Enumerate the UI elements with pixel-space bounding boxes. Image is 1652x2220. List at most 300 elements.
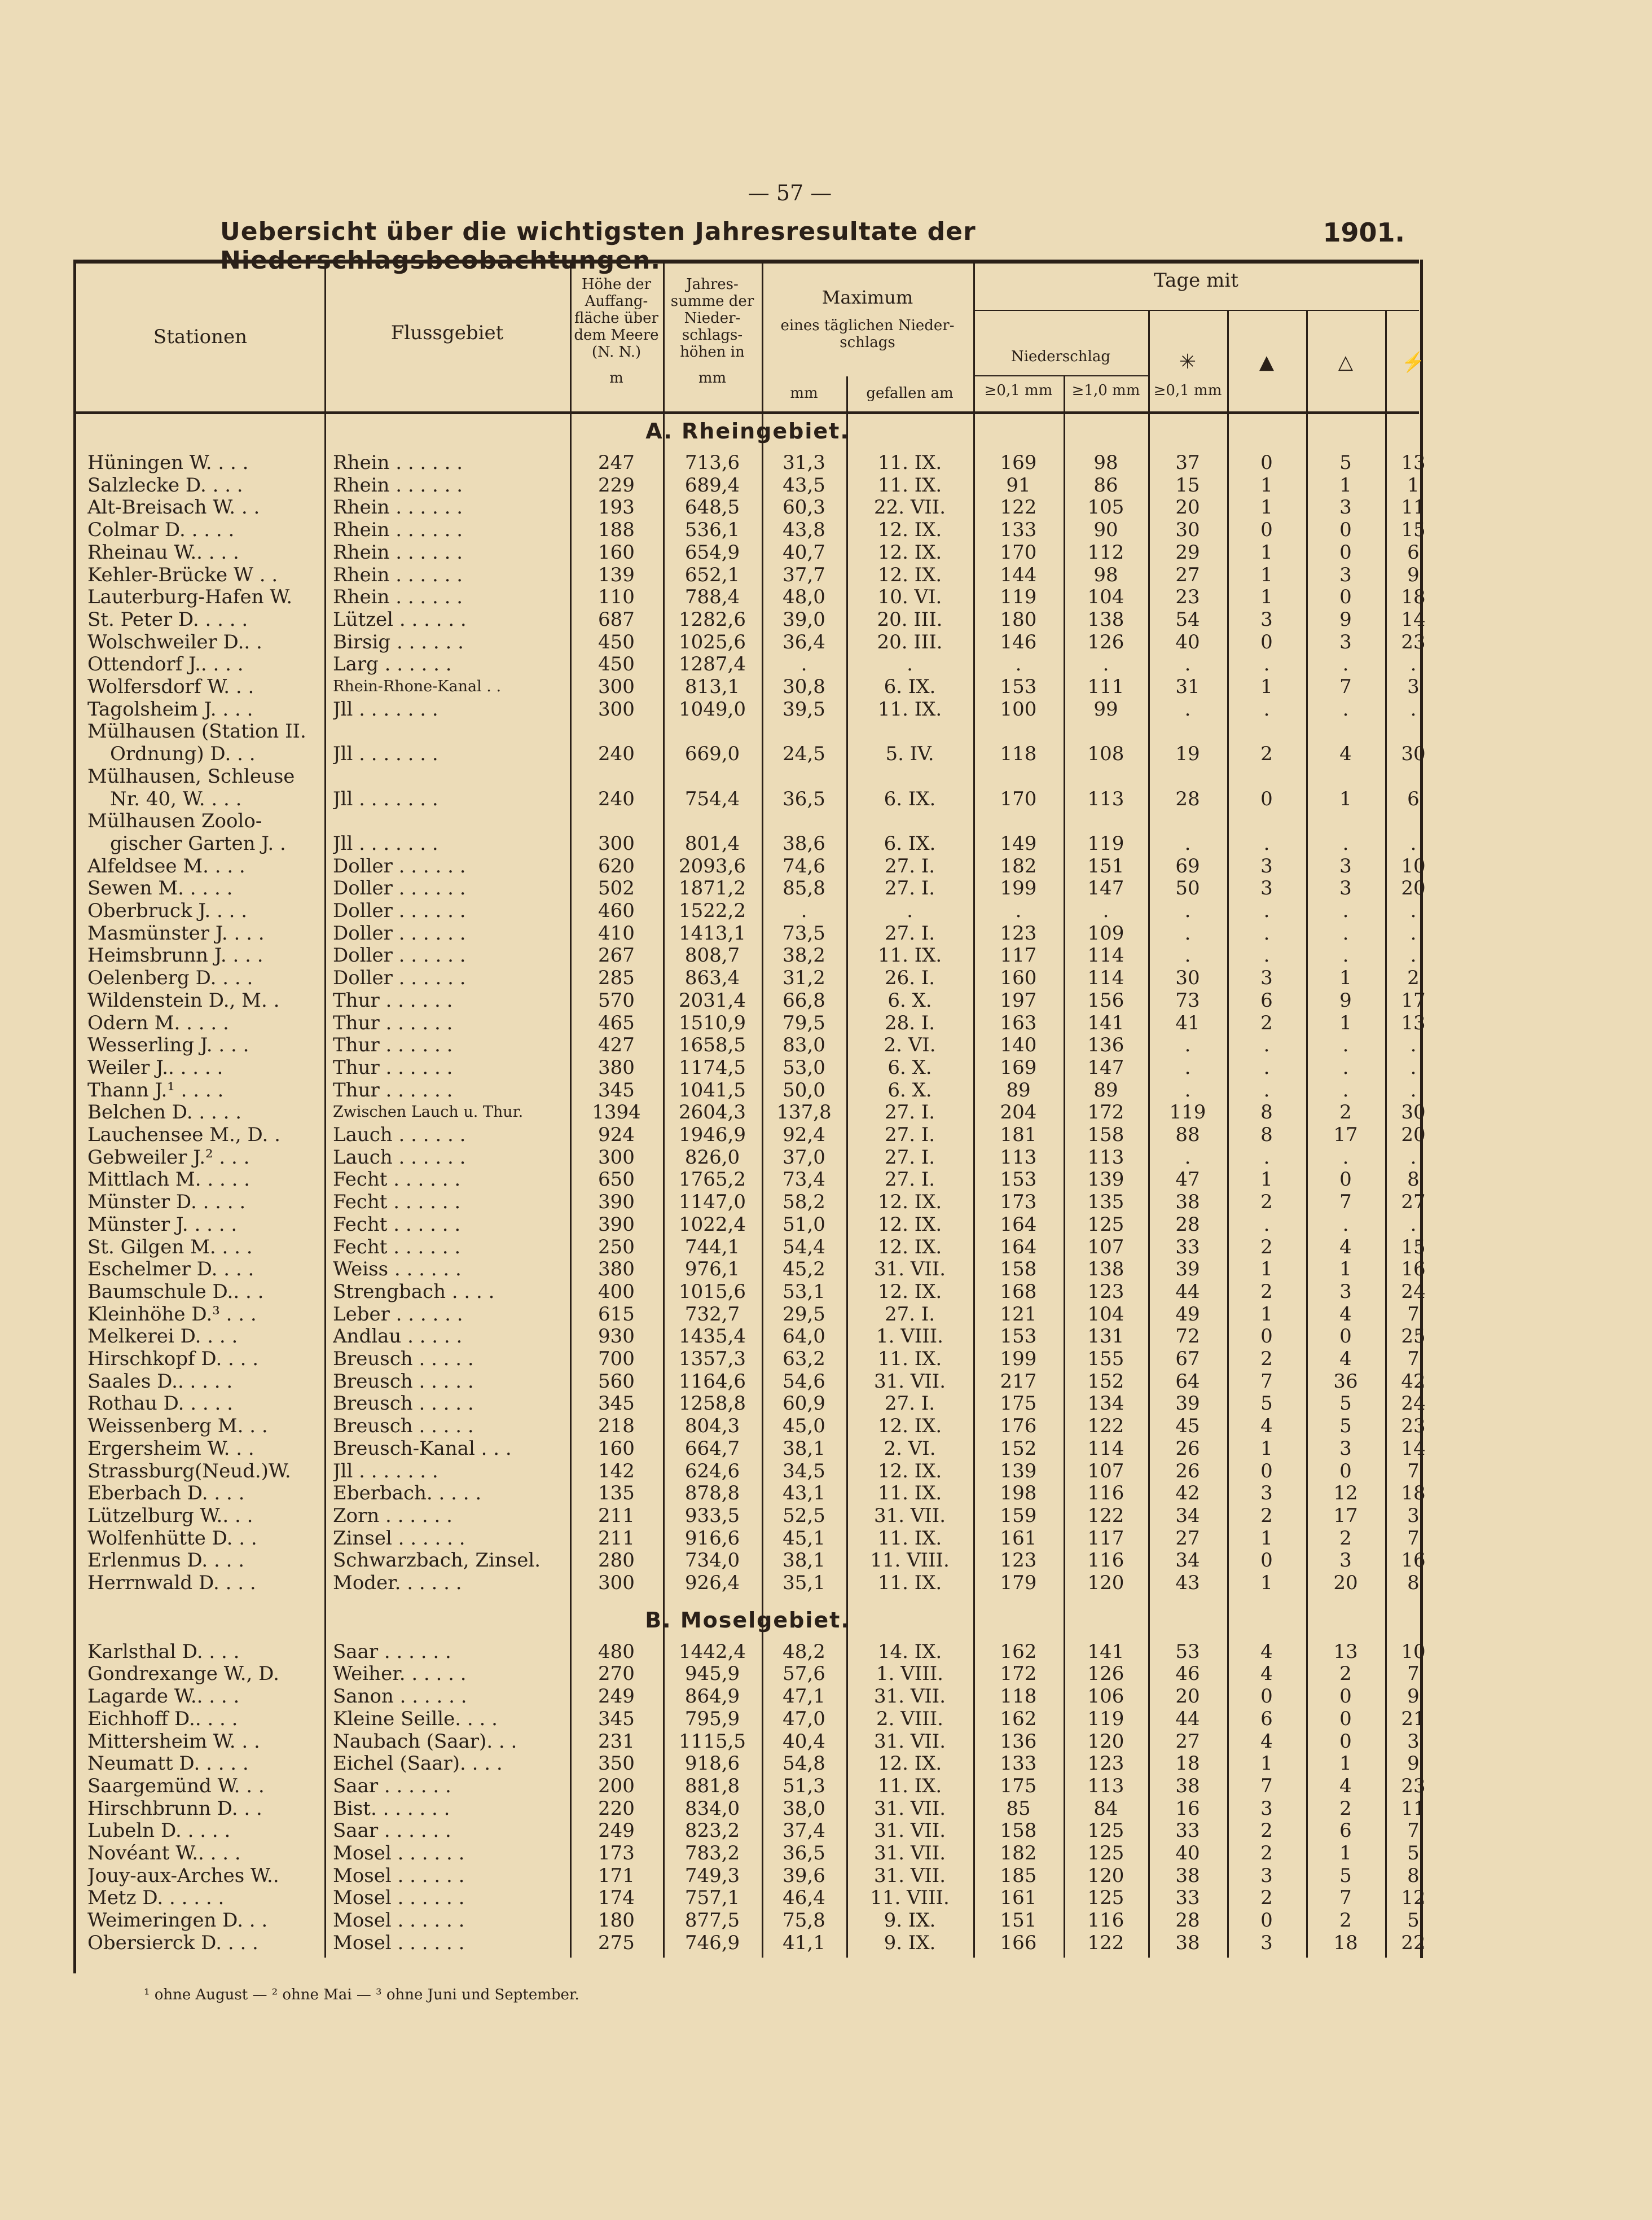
days-ge10-value: 116 xyxy=(1087,1482,1124,1505)
days-ge10-value: 122 xyxy=(1087,1931,1124,1954)
days-ge01-value: 152 xyxy=(1000,1437,1037,1460)
days-hail-value: 5 xyxy=(1260,1392,1273,1415)
days-thunder-value: 10 xyxy=(1401,854,1426,878)
days-snow-value: . xyxy=(1184,832,1191,855)
max-mm-value: 51,0 xyxy=(783,1213,825,1236)
station-name-line: Mülhausen (Station II. xyxy=(87,720,306,743)
days-snow-value: 42 xyxy=(1175,1482,1200,1505)
max-date-value: 2. VIII. xyxy=(876,1707,943,1730)
station-name: Weiler J.. . . . . xyxy=(87,1056,223,1079)
days-ge01-value: 198 xyxy=(1000,1482,1037,1505)
table-row xyxy=(76,1774,1426,1797)
annual-sum-value: 1357,3 xyxy=(679,1348,746,1370)
river-basin: Lauch . . . . . . xyxy=(333,1146,466,1169)
river-basin: Saar . . . . . . xyxy=(333,1640,451,1663)
max-date-value: 31. VII. xyxy=(873,1504,946,1527)
days-thunder-value: 16 xyxy=(1401,1258,1426,1281)
graupel-icon: △ xyxy=(1338,351,1354,374)
days-snow-value: 33 xyxy=(1175,1235,1200,1258)
height-value: 285 xyxy=(598,967,635,990)
annual-sum-value: 864,9 xyxy=(684,1685,740,1708)
max-date-value: 9. IX. xyxy=(884,1931,936,1954)
header-flussgebiet: Flussgebiet xyxy=(390,322,504,344)
annual-sum-value: 881,8 xyxy=(684,1774,740,1797)
river-basin: Doller . . . . . . xyxy=(333,877,466,900)
max-mm-value: 73,5 xyxy=(783,922,825,945)
days-thunder-value: 7 xyxy=(1407,1459,1420,1482)
days-thunder-value: 11 xyxy=(1401,1797,1426,1820)
station-name: Baumschule D.. . . xyxy=(87,1280,264,1303)
annual-sum-value: 863,4 xyxy=(684,967,740,990)
height-value: 410 xyxy=(598,922,635,945)
station-name-line: Nr. 40, W. . . . xyxy=(110,787,242,810)
station-name: Lauchensee M., D. . xyxy=(87,1124,280,1146)
days-snow-value: 34 xyxy=(1175,1549,1200,1572)
days-hail-value: . xyxy=(1263,1056,1270,1079)
height-value: 139 xyxy=(598,563,635,586)
days-ge01-value: 162 xyxy=(1000,1707,1037,1730)
days-snow-value: 26 xyxy=(1175,1437,1200,1460)
station-name: Odern M. . . . . xyxy=(87,1011,229,1034)
max-date-value: 31. VII. xyxy=(873,1797,946,1820)
days-hail-value: 8 xyxy=(1260,1124,1273,1146)
max-date-value: . xyxy=(907,900,913,922)
days-ge01-value: 185 xyxy=(1000,1864,1037,1887)
river-basin: Jll . . . . . . . xyxy=(333,1459,438,1482)
days-ge01-value: 123 xyxy=(1000,1549,1037,1572)
station-name xyxy=(87,810,322,855)
days-ge01-value: 151 xyxy=(1000,1909,1037,1932)
annual-sum-value: 1522,2 xyxy=(679,900,746,922)
days-ge01-value: 166 xyxy=(1000,1931,1037,1954)
days-graupel-value: 4 xyxy=(1339,1302,1352,1326)
max-date-value: 20. III. xyxy=(877,608,943,631)
days-snow-value: 27 xyxy=(1175,1730,1200,1753)
header-summe-line: Jahres- xyxy=(686,276,739,293)
station-name: Erlenmus D. . . . xyxy=(87,1549,245,1572)
page-year: 1901. xyxy=(1323,217,1405,248)
days-snow-value: 34 xyxy=(1175,1504,1200,1527)
max-mm-value: 47,1 xyxy=(783,1685,825,1708)
days-thunder-value: 15 xyxy=(1401,519,1426,542)
hail-icon: ▲ xyxy=(1259,351,1275,374)
station-name: Melkerei D. . . . xyxy=(87,1325,238,1348)
days-thunder-value: 7 xyxy=(1407,1819,1420,1842)
annual-sum-value: 1258,8 xyxy=(679,1392,746,1415)
days-snow-value: 67 xyxy=(1175,1348,1200,1370)
days-ge01-value: 133 xyxy=(1000,1752,1037,1775)
days-ge10-value: 104 xyxy=(1087,586,1124,609)
days-ge01-value: 199 xyxy=(1000,1348,1037,1370)
days-snow-value: 73 xyxy=(1175,989,1200,1012)
max-mm-value: 83,0 xyxy=(783,1034,825,1057)
days-snow-value: 37 xyxy=(1175,451,1200,474)
river-basin: Moder. . . . . . xyxy=(333,1572,462,1594)
days-thunder-value: 12 xyxy=(1401,1886,1426,1910)
table-row xyxy=(76,630,1426,653)
table-row xyxy=(76,1549,1426,1572)
station-name: Münster J. . . . . xyxy=(87,1213,238,1236)
days-ge10-value: 98 xyxy=(1093,451,1118,474)
days-graupel-value: 1 xyxy=(1339,1752,1352,1775)
max-date-value: 27. I. xyxy=(884,1392,935,1415)
days-thunder-value: 7 xyxy=(1407,1302,1420,1326)
river-basin: Fecht . . . . . . xyxy=(333,1213,461,1236)
header-hoehe-unit: m xyxy=(609,370,623,387)
max-date-value: 31. VII. xyxy=(873,1819,946,1842)
station-name: Saales D.. . . . . xyxy=(87,1370,233,1393)
station-name: Weimeringen D. . . xyxy=(87,1909,268,1932)
annual-sum-value: 2093,6 xyxy=(679,854,746,878)
height-value: 427 xyxy=(598,1034,635,1057)
days-hail-value: 0 xyxy=(1260,787,1273,810)
station-name: Masmünster J. . . . xyxy=(87,922,265,945)
table-row xyxy=(76,586,1426,609)
days-graupel-value: 5 xyxy=(1339,1864,1352,1887)
station-name: Oberbruck J. . . . xyxy=(87,900,248,922)
days-snow-value: 44 xyxy=(1175,1707,1200,1730)
days-graupel-value: 0 xyxy=(1339,1168,1352,1191)
river-basin: Rhein . . . . . . xyxy=(333,563,463,586)
annual-sum-value: 1658,5 xyxy=(679,1034,746,1057)
max-date-value: 11. IX. xyxy=(877,451,942,474)
max-date-value: . xyxy=(907,653,913,676)
height-value: 350 xyxy=(598,1752,635,1775)
days-snow-value: . xyxy=(1184,1056,1191,1079)
max-date-value: 27. I. xyxy=(884,877,935,900)
table-row xyxy=(76,1572,1419,1594)
table-row xyxy=(76,1730,1419,1753)
river-basin: Doller . . . . . . xyxy=(333,944,466,967)
height-value: 560 xyxy=(598,1370,635,1393)
days-ge01-value: 182 xyxy=(1000,1842,1037,1864)
days-ge10-value: 108 xyxy=(1087,743,1124,766)
table-row xyxy=(76,1482,1426,1505)
days-graupel-value: 0 xyxy=(1339,1730,1352,1753)
days-snow-value: 44 xyxy=(1175,1280,1200,1303)
station-name: St. Gilgen M. . . . xyxy=(87,1235,253,1258)
annual-sum-value: 808,7 xyxy=(684,944,740,967)
station-name: Rheinau W.. . . . xyxy=(87,541,239,564)
max-mm-value: 46,4 xyxy=(783,1886,825,1910)
days-snow-value: . xyxy=(1184,922,1191,945)
days-hail-value: 2 xyxy=(1260,1504,1273,1527)
days-hail-value: 2 xyxy=(1260,1191,1273,1214)
days-graupel-value: 0 xyxy=(1339,519,1352,542)
river-basin: Doller . . . . . . xyxy=(333,922,466,945)
days-hail-value: 1 xyxy=(1260,675,1273,698)
days-graupel-value: 0 xyxy=(1339,1459,1352,1482)
days-graupel-value: 4 xyxy=(1339,1774,1352,1797)
max-date-value: 11. VIII. xyxy=(870,1886,950,1910)
days-graupel-value: 4 xyxy=(1339,1235,1352,1258)
height-value: 193 xyxy=(598,496,635,519)
height-value: 570 xyxy=(598,989,635,1012)
table-body xyxy=(76,414,1426,1973)
days-graupel-value: 6 xyxy=(1339,1819,1352,1842)
days-ge10-value: 122 xyxy=(1087,1504,1124,1527)
max-mm-value: 53,1 xyxy=(783,1280,825,1303)
station-name-line: Mülhausen Zoolo- xyxy=(87,810,262,833)
days-graupel-value: 5 xyxy=(1339,1415,1352,1438)
table-row xyxy=(76,1707,1426,1730)
station-name: Neumatt D. . . . . xyxy=(87,1752,249,1775)
table-row xyxy=(76,720,1426,766)
days-ge01-value: 175 xyxy=(1000,1774,1037,1797)
station-name-line: Ordnung) D. . . xyxy=(110,743,256,766)
days-hail-value: 1 xyxy=(1260,496,1273,519)
days-snow-value: 50 xyxy=(1175,877,1200,900)
days-ge01-value: 146 xyxy=(1000,630,1037,653)
days-snow-value: 39 xyxy=(1175,1392,1200,1415)
days-thunder-value: 30 xyxy=(1401,1101,1426,1124)
station-name: Wolfenhütte D. . . xyxy=(87,1526,257,1550)
table-row xyxy=(76,1056,1419,1079)
days-ge10-value: 147 xyxy=(1087,877,1124,900)
table-row xyxy=(76,1191,1426,1214)
height-value: 450 xyxy=(598,630,635,653)
max-date-value: 27. I. xyxy=(884,854,935,878)
max-mm-value: 53,0 xyxy=(783,1056,825,1079)
days-hail-value: 3 xyxy=(1260,854,1273,878)
days-thunder-value: 14 xyxy=(1401,1437,1426,1460)
days-graupel-value: . xyxy=(1342,1146,1349,1169)
river-basin: Thur . . . . . . xyxy=(333,1056,453,1079)
station-name: Salzlecke D. . . . xyxy=(87,473,243,497)
table-row xyxy=(76,1392,1426,1415)
days-snow-value: 28 xyxy=(1175,1909,1200,1932)
height-value: 924 xyxy=(598,1124,635,1146)
days-ge01-value: 176 xyxy=(1000,1415,1037,1438)
days-thunder-value: 16 xyxy=(1401,1549,1426,1572)
max-date-value: 11. IX. xyxy=(877,1572,942,1594)
table-row xyxy=(76,474,1419,497)
days-graupel-value: 3 xyxy=(1339,1437,1352,1460)
days-ge10-value: 114 xyxy=(1087,944,1124,967)
annual-sum-value: 1442,4 xyxy=(679,1640,746,1663)
max-mm-value: 36,4 xyxy=(783,630,825,653)
max-date-value: 9. IX. xyxy=(884,1909,936,1932)
days-ge10-value: 155 xyxy=(1087,1348,1124,1370)
days-ge10-value: 113 xyxy=(1087,787,1124,810)
days-thunder-value: 6 xyxy=(1407,541,1420,564)
max-date-value: 11. IX. xyxy=(877,944,942,967)
table-row xyxy=(76,541,1419,564)
days-snow-value: 53 xyxy=(1175,1640,1200,1663)
days-snow-value: 30 xyxy=(1175,967,1200,990)
river-basin: Rhein . . . . . . xyxy=(333,473,463,497)
days-snow-value: 33 xyxy=(1175,1819,1200,1842)
height-value: 465 xyxy=(598,1011,635,1034)
river-basin: Breusch . . . . . xyxy=(333,1392,474,1415)
max-date-value: 31. VII. xyxy=(873,1842,946,1864)
annual-sum-value: 1282,6 xyxy=(679,608,746,631)
table-row xyxy=(76,877,1426,900)
days-hail-value: 2 xyxy=(1260,1886,1273,1910)
days-ge01-value: 160 xyxy=(1000,967,1037,990)
days-graupel-value: 7 xyxy=(1339,1191,1352,1214)
days-ge10-value: 136 xyxy=(1087,1034,1124,1057)
annual-sum-value: 2604,3 xyxy=(679,1101,746,1124)
days-snow-value: 46 xyxy=(1175,1662,1200,1686)
height-value: 240 xyxy=(598,787,635,810)
annual-sum-value: 1164,6 xyxy=(679,1370,746,1393)
station-name: Münster D. . . . . xyxy=(87,1191,246,1214)
days-snow-value: 72 xyxy=(1175,1325,1200,1348)
days-ge10-value: 141 xyxy=(1087,1640,1124,1663)
height-value: 300 xyxy=(598,832,635,855)
station-name: Wolfersdorf W. . . xyxy=(87,675,254,698)
days-thunder-value: 8 xyxy=(1407,1168,1420,1191)
days-ge01-value: 89 xyxy=(1006,1078,1031,1102)
days-ge01-value: 168 xyxy=(1000,1280,1037,1303)
days-thunder-value: . xyxy=(1410,900,1417,922)
height-value: 280 xyxy=(598,1549,635,1572)
days-hail-value: 1 xyxy=(1260,1572,1273,1594)
height-value: 270 xyxy=(598,1662,635,1686)
annual-sum-value: 795,9 xyxy=(684,1707,740,1730)
days-snow-value: 23 xyxy=(1175,586,1200,609)
max-date-value: 12. IX. xyxy=(877,1459,942,1482)
height-value: 218 xyxy=(598,1415,635,1438)
days-graupel-value: . xyxy=(1342,1056,1349,1079)
days-snow-value: 41 xyxy=(1175,1011,1200,1034)
days-thunder-value: . xyxy=(1410,653,1417,676)
days-ge01-value: 153 xyxy=(1000,675,1037,698)
days-graupel-value: 3 xyxy=(1339,1549,1352,1572)
days-ge01-value: 181 xyxy=(1000,1124,1037,1146)
annual-sum-value: 877,5 xyxy=(684,1909,740,1932)
days-ge01-value: . xyxy=(1015,653,1022,676)
days-hail-value: 3 xyxy=(1260,1482,1273,1505)
days-ge10-value: 125 xyxy=(1087,1819,1124,1842)
annual-sum-value: 976,1 xyxy=(684,1258,740,1281)
river-basin: Thur . . . . . . xyxy=(333,1034,453,1057)
days-ge01-value: 113 xyxy=(1000,1146,1037,1169)
days-snow-value: 31 xyxy=(1175,675,1200,698)
days-graupel-value: . xyxy=(1342,1078,1349,1102)
days-snow-value: . xyxy=(1184,653,1191,676)
days-graupel-value: 3 xyxy=(1339,877,1352,900)
days-hail-value: . xyxy=(1263,653,1270,676)
annual-sum-value: 746,9 xyxy=(684,1931,740,1954)
max-mm-value: 45,2 xyxy=(783,1258,825,1281)
max-date-value: 12. IX. xyxy=(877,519,942,542)
page-number: — 57 — xyxy=(748,181,832,205)
days-hail-value: 0 xyxy=(1260,1685,1273,1708)
river-basin: Andlau . . . . . xyxy=(333,1325,463,1348)
days-graupel-value: 7 xyxy=(1339,1886,1352,1910)
days-snow-value: 54 xyxy=(1175,608,1200,631)
max-date-value: 28. I. xyxy=(884,1011,935,1034)
days-ge01-value: 133 xyxy=(1000,519,1037,542)
river-basin: Leber . . . . . . xyxy=(333,1302,463,1326)
max-date-value: 31. VII. xyxy=(873,1730,946,1753)
days-ge01-value: 179 xyxy=(1000,1572,1037,1594)
table-row xyxy=(76,1527,1419,1550)
days-ge10-value: 156 xyxy=(1087,989,1124,1012)
river-basin: Saar . . . . . . xyxy=(333,1819,451,1842)
table-row xyxy=(76,1886,1426,1910)
days-ge01-value: 117 xyxy=(1000,944,1037,967)
days-graupel-value: 2 xyxy=(1339,1909,1352,1932)
station-name: Wesserling J. . . . xyxy=(87,1034,249,1057)
days-ge01-value: 180 xyxy=(1000,608,1037,631)
days-graupel-value: 3 xyxy=(1339,854,1352,878)
max-mm-value: 29,5 xyxy=(783,1302,825,1326)
max-date-value: 31. VII. xyxy=(873,1258,946,1281)
days-snow-value: 38 xyxy=(1175,1191,1200,1214)
days-hail-value: 0 xyxy=(1260,1325,1273,1348)
max-date-value: 5. IV. xyxy=(885,743,934,766)
annual-sum-value: 1022,4 xyxy=(679,1213,746,1236)
table-row xyxy=(76,1168,1419,1191)
annual-sum-value: 1041,5 xyxy=(679,1078,746,1102)
max-date-value: 27. I. xyxy=(884,1168,935,1191)
days-snow-value: 47 xyxy=(1175,1168,1200,1191)
table-row xyxy=(76,1752,1419,1775)
max-date-value: 11. IX. xyxy=(877,473,942,497)
days-hail-value: . xyxy=(1263,1213,1270,1236)
days-thunder-value: 5 xyxy=(1407,1842,1420,1864)
annual-sum-value: 1510,9 xyxy=(679,1011,746,1034)
max-mm-value: 52,5 xyxy=(783,1504,825,1527)
days-thunder-value: 24 xyxy=(1401,1392,1426,1415)
days-ge10-value: 138 xyxy=(1087,608,1124,631)
days-graupel-value: . xyxy=(1342,832,1349,855)
days-snow-value: 28 xyxy=(1175,787,1200,810)
height-value: 390 xyxy=(598,1213,635,1236)
days-graupel-value: 0 xyxy=(1339,1707,1352,1730)
river-basin: Breusch-Kanal . . . xyxy=(333,1437,512,1460)
max-mm-value: 45,1 xyxy=(783,1526,825,1550)
station-name: Oelenberg D. . . . xyxy=(87,967,253,990)
header-hoehe-line: (N. N.) xyxy=(591,344,642,361)
height-value: 400 xyxy=(598,1280,635,1303)
height-value: 211 xyxy=(598,1504,635,1527)
days-ge01-value: 121 xyxy=(1000,1302,1037,1326)
days-hail-value: 1 xyxy=(1260,586,1273,609)
height-value: 249 xyxy=(598,1685,635,1708)
days-snow-value: 69 xyxy=(1175,854,1200,878)
max-date-value: 11. VIII. xyxy=(870,1549,950,1572)
days-ge01-value: 199 xyxy=(1000,877,1037,900)
days-ge10-value: 123 xyxy=(1087,1752,1124,1775)
section-title: B. Moselgebiet. xyxy=(645,1607,850,1633)
station-name: Obersierck D. . . . xyxy=(87,1931,258,1954)
max-mm-value: 60,3 xyxy=(783,496,825,519)
river-basin: Saar . . . . . . xyxy=(333,1774,451,1797)
max-date-value: 27. I. xyxy=(884,1124,935,1146)
annual-sum-value: 734,0 xyxy=(684,1549,740,1572)
station-name: Ottendorf J.. . . . xyxy=(87,653,244,676)
station-name: Weissenberg M. . . xyxy=(87,1415,268,1438)
days-graupel-value: 9 xyxy=(1339,989,1352,1012)
table-row xyxy=(76,854,1426,878)
days-graupel-value: 3 xyxy=(1339,496,1352,519)
annual-sum-value: 669,0 xyxy=(684,743,740,766)
days-thunder-value: 23 xyxy=(1401,630,1426,653)
days-ge10-value: 104 xyxy=(1087,1302,1124,1326)
river-basin: Lützel . . . . . . xyxy=(333,608,467,631)
days-thunder-value: 1 xyxy=(1407,473,1420,497)
height-value: 247 xyxy=(598,451,635,474)
station-name: Eberbach D. . . . xyxy=(87,1482,245,1505)
max-date-value: 10. VI. xyxy=(877,586,942,609)
annual-sum-value: 654,9 xyxy=(684,541,740,564)
days-hail-value: 1 xyxy=(1260,473,1273,497)
max-mm-value: 35,1 xyxy=(783,1572,825,1594)
